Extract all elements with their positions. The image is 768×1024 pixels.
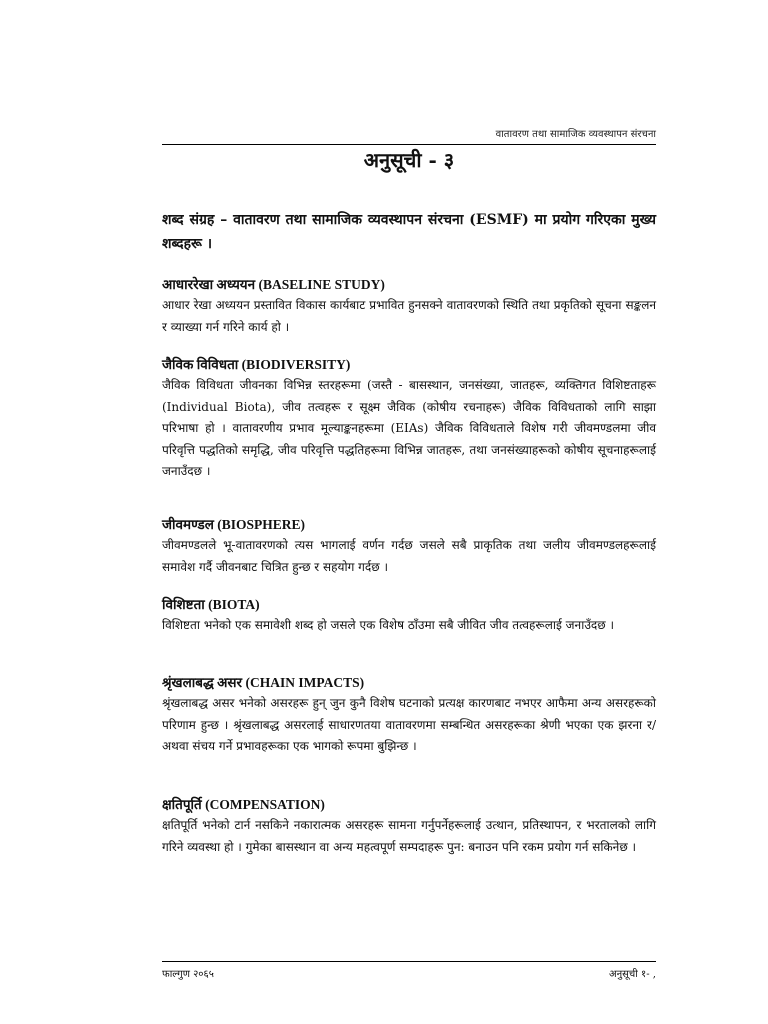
term-biosphere [162,515,656,578]
term-heading: जैविक विविधता (BIODIVERSITY) [162,357,351,372]
term-definition: जैविक विविधता जीवनका विभिन्न स्तरहरूमा (जस्तै - बासस्थान, जनसंख्या, जातहरू, व्यक्तिगत विशिष्टताहरू (Individual Biota), जीव तत्वहरू र सूक्ष्म जैविक (कोषीय रचनाहरू) जैविक विविधताको लागि साझा परिभाषा हो । वातावरणीय प्रभाव मूल्याङ्कनहरूमा (EIAs) जैविक विविधताले विशेष गरी जीवमण्डलमा जीव परिवृत्ति पद्धतिको समृद्धि, जीव परिवृत्ति पद्धतिहरूमा विभिन्न जातहरू, तथा जनसंख्याहरूको कोषीय सूचनाहरूलाई जनाउँदछ । [162,378,656,478]
term-biodiversity [162,355,656,483]
header-divider [162,144,656,145]
footer-page-number: अनुसूची १- , [608,969,656,980]
term-heading: श्रृंखलाबद्ध असर (CHAIN IMPACTS) [162,675,365,690]
running-header: वातावरण तथा सामाजिक व्यवस्थापन संरचना [495,129,656,140]
term-definition: आधार रेखा अध्ययन प्रस्तावित विकास कार्यबाट प्रभावित हुनसक्ने वातावरणको स्थिति तथा प्रकृतिको सूचना सङ्कलन र व्याख्या गर्न गरिने कार्य हो । [162,298,656,334]
term-heading: क्षतिपूर्ति (COMPENSATION) [162,797,325,812]
footer-divider [162,961,656,962]
annex-title: अनुसूची - ३ [363,148,455,172]
term-definition: क्षतिपूर्ति भनेको टार्न नसकिने नकारात्मक असरहरू सामना गर्नुपर्नेहरूलाई उत्थान, प्रतिस्थापन, र भरतालको लागि गरिने व्यवस्था हो । गुमेका बासस्थान वा अन्य महत्वपूर्ण सम्पदाहरू पुन: बनाउन पनि रकम प्रयोग गर्न सकिनेछ । [162,818,656,854]
term-heading: जीवमण्डल (BIOSPHERE) [162,517,306,532]
term-biota [162,595,656,637]
glossary-intro: शब्द संग्रह – वातावरण तथा सामाजिक व्यवस्थापन संरचना (ESMF) मा प्रयोग गरिएका मुख्य शब्दहरू । [162,212,656,252]
term-baseline-study [162,275,656,338]
term-heading: आधाररेखा अध्ययन (BASELINE STUDY) [162,277,385,292]
term-definition: जीवमण्डलले भू-वातावरणको त्यस भागलाई वर्णन गर्दछ जसले सबै प्राकृतिक तथा जलीय जीवमण्डलहरूलाई समावेश गर्दै जीवनबाट चित्रित हुन्छ र सहयोग गर्दछ । [162,538,656,574]
term-definition: विशिष्टता भनेको एक समावेशी शब्द हो जसले एक विशेष ठाँउमा सबै जीवित जीव तत्वहरूलाई जनाउँदछ । [162,618,615,632]
footer-date: फाल्गुण २०६५ [162,969,214,980]
term-definition: श्रृंखलाबद्ध असर भनेको असरहरू हुन् जुन कुनै विशेष घटनाको प्रत्यक्ष कारणबाट नभएर आफैमा अन्य असरहरूको परिणाम हुन्छ । श्रृंखलाबद्ध असरलाई साधारणतया वातावरणमा सम्बन्धित असरहरूका श्रेणी भएका एक झरना र/अथवा संचय गर्ने प्रभावहरूका एक भागको रूपमा बुझिन्छ । [162,696,656,753]
term-compensation [162,795,656,858]
term-heading: विशिष्टता (BIOTA) [162,597,260,612]
term-chain-impacts [162,673,656,758]
